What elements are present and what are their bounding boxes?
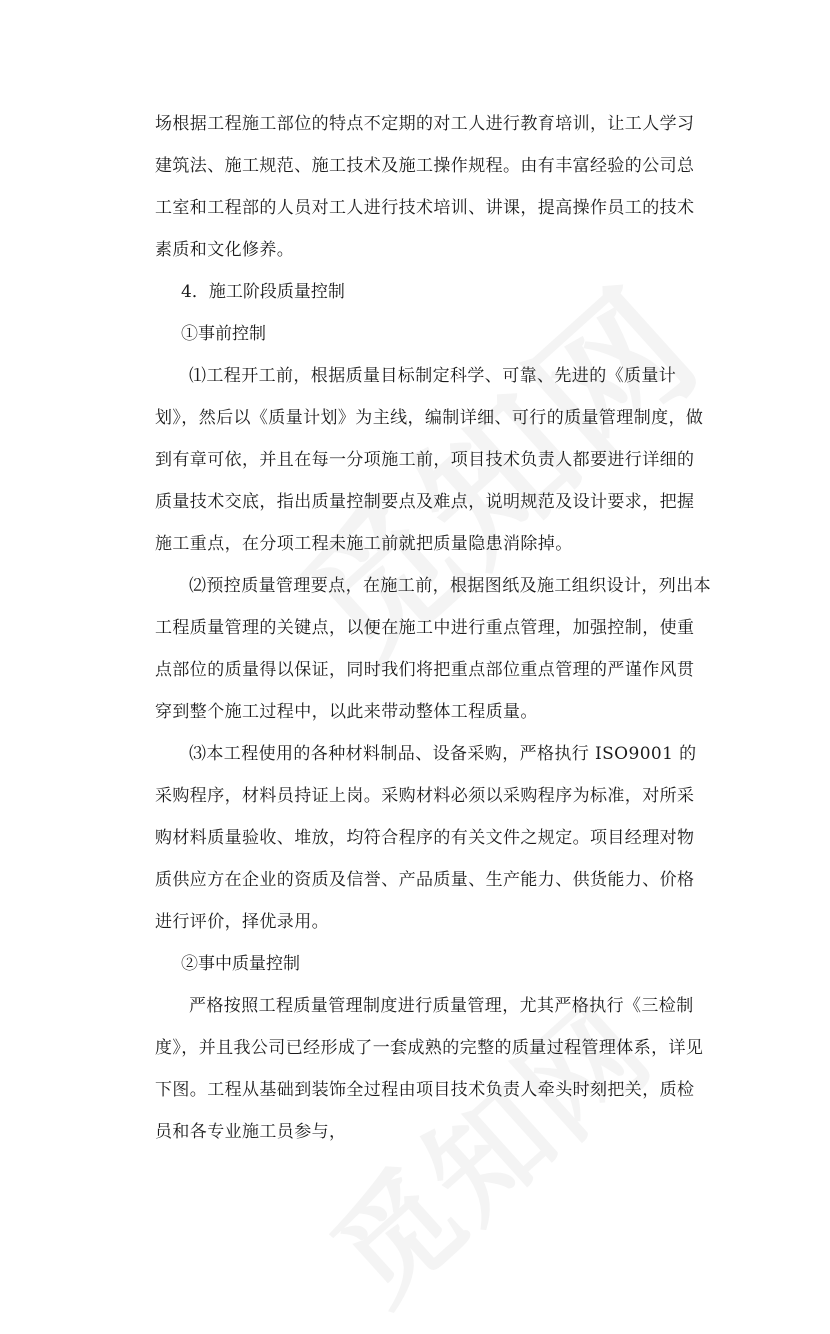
paragraph: ⑶本工程使用的各种材料制品、设备采购，严格执行 ISO9001 的采购程序，材料员持证上岗。采购材料必须以采购程序为标准，对所采购材料质量验收、堆放，均符合程序的有关文件之规定。项目经理对物质供应方在企业的资质及信誉、产品质量、生产能力、供货能力、价格进行评价，择优录用。	[155, 744, 697, 932]
subsection-heading: ②事中质量控制	[181, 954, 300, 974]
subsection-heading: ①事前控制	[181, 324, 266, 344]
section-heading: 4．施工阶段质量控制	[181, 282, 345, 302]
document-body	[155, 103, 711, 1153]
paragraph: ⑵预控质量管理要点，在施工前，根据图纸及施工组织设计，列出本工程质量管理的关键点，以便在施工中进行重点管理，加强控制，使重点部位的质量得以保证，同时我们将把重点部位重点管理的严谨作风贯穿到整个施工过程中，以此来带动整体工程质量。	[155, 576, 711, 722]
paragraph-continuation: 场根据工程施工部位的特点不定期的对工人进行教育培训，让工人学习建筑法、施工规范、施工技术及施工操作规程。由有丰富经验的公司总工室和工程部的人员对工人进行技术培训、讲课，提高操作员工的技术素质和文化修养。	[155, 114, 695, 260]
paragraph: ⑴工程开工前，根据质量目标制定科学、可靠、先进的《质量计划》，然后以《质量计划》为主线，编制详细、可行的质量管理制度，做到有章可依，并且在每一分项施工前，项目技术负责人都要进行详细的质量技术交底，指出质量控制要点及难点，说明规范及设计要求，把握施工重点，在分项工程未施工前就把质量隐患消除掉。	[155, 366, 704, 554]
paragraph: 严格按照工程质量管理制度进行质量管理，尤其严格执行《三检制度》，并且我公司已经形成了一套成熟的完整的质量过程管理体系，详见下图。工程从基础到装饰全过程由项目技术负责人牵头时刻把关，质检员和各专业施工员参与，	[155, 996, 704, 1142]
